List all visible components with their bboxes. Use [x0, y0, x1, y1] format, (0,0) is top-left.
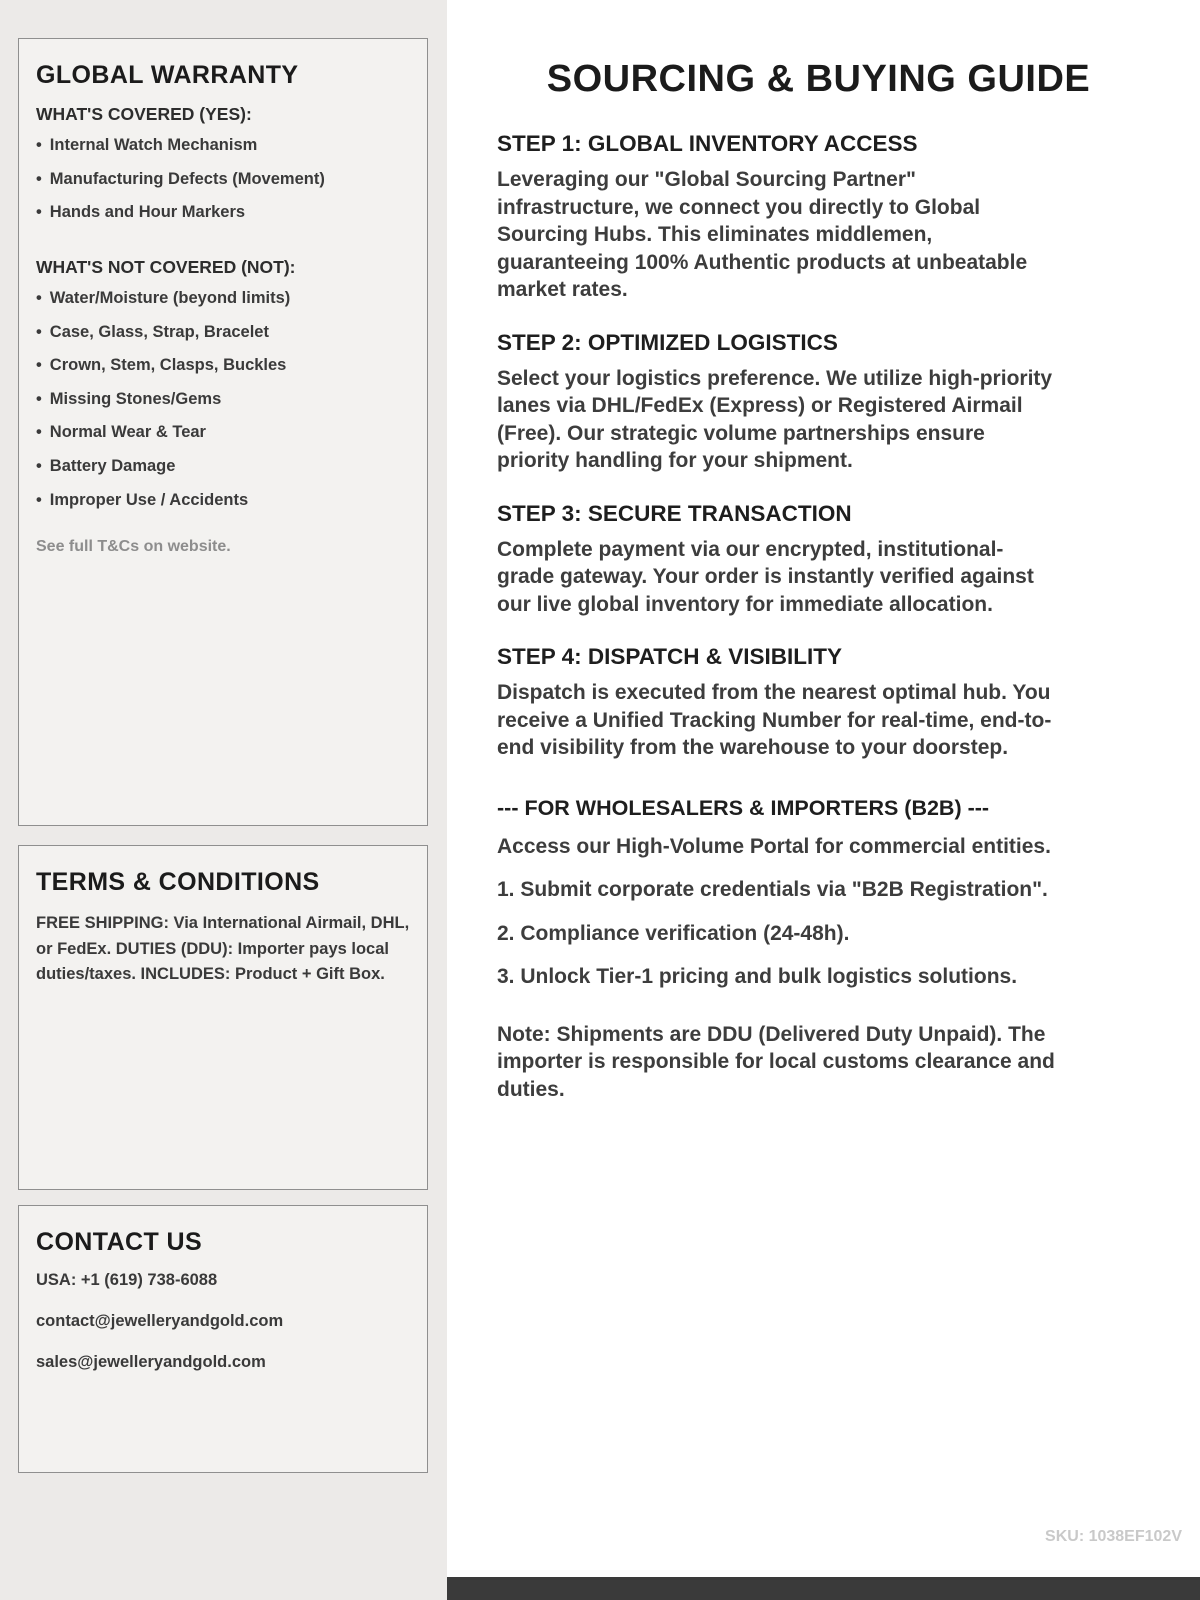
main-content	[447, 0, 1200, 1600]
b2b-step-2: 2. Compliance verification (24-48h).	[497, 921, 850, 945]
list-item: • Water/Moisture (beyond limits)	[36, 288, 410, 309]
warranty-footnote: See full T&Cs on website.	[36, 538, 231, 556]
bottom-bar	[447, 1577, 1200, 1600]
contact-email-sales: sales@jewelleryandgold.com	[36, 1353, 266, 1371]
list-item: • Missing Stones/Gems	[36, 389, 410, 410]
step-4-body: Dispatch is executed from the nearest optimal hub. You receive a Unified Tracking Number for real-time, end-to-end visibility from the warehouse to your doorstep.	[497, 681, 1052, 759]
warranty-covered-heading: WHAT'S COVERED (YES):	[36, 104, 252, 124]
b2b-intro: Access our High-Volume Portal for commercial entities.	[497, 834, 1051, 858]
warranty-covered-list	[36, 135, 410, 223]
step-3-heading: STEP 3: SECURE TRANSACTION	[497, 500, 852, 526]
step-1-body: Leveraging our "Global Sourcing Partner" infrastructure, we connect you directly to Global Sourcing Hubs. This eliminates middlemen, guaranteeing 100% Authentic products at unbeatable market rates.	[497, 168, 1028, 301]
sku-label: SKU: 1038EF102V	[1045, 1528, 1182, 1545]
b2b-step-3: 3. Unlock Tier-1 pricing and bulk logistics solutions.	[497, 965, 1018, 988]
list-item: • Battery Damage	[36, 456, 410, 477]
step-2-heading: STEP 2: OPTIMIZED LOGISTICS	[497, 329, 838, 355]
list-item: • Internal Watch Mechanism	[36, 135, 410, 156]
contact-title: CONTACT US	[36, 1228, 203, 1256]
warranty-panel	[18, 38, 428, 826]
step-4-heading: STEP 4: DISPATCH & VISIBILITY	[497, 644, 843, 669]
b2b-heading: --- FOR WHOLESALERS & IMPORTERS (B2B) ---	[497, 795, 990, 820]
b2b-step-1: 1. Submit corporate credentials via "B2B Registration".	[497, 878, 1048, 901]
page-title: SOURCING & BUYING GUIDE	[546, 58, 1091, 100]
list-item: • Manufacturing Defects (Movement)	[36, 169, 410, 190]
warranty-not-covered-heading: WHAT'S NOT COVERED (NOT):	[36, 256, 296, 277]
step-1-heading: STEP 1: GLOBAL INVENTORY ACCESS	[497, 131, 918, 156]
contact-panel	[18, 1205, 428, 1473]
list-item: • Crown, Stem, Clasps, Buckles	[36, 355, 410, 376]
warranty-title: GLOBAL WARRANTY	[36, 61, 299, 89]
terms-body: FREE SHIPPING: Via International Airmail, DHL, or FedEx. DUTIES (DDU): Importer pays local duties/taxes. INCLUDES: Product + Gift Box.	[36, 914, 410, 984]
list-item: • Case, Glass, Strap, Bracelet	[36, 322, 410, 343]
contact-phone: USA: +1 (619) 738-6088	[36, 1271, 218, 1289]
list-item: • Hands and Hour Markers	[36, 202, 410, 223]
sidebar	[0, 0, 447, 1600]
terms-panel	[18, 845, 428, 1190]
step-3-body: Complete payment via our encrypted, institutional-grade gateway. Your order is instantly verified against our live global inventory for immediate allocation.	[497, 537, 1034, 616]
terms-title: TERMS & CONDITIONS	[36, 868, 320, 896]
list-item: • Normal Wear & Tear	[36, 422, 410, 443]
ddu-note: Note: Shipments are DDU (Delivered Duty Unpaid). The importer is responsible for local customs clearance and duties.	[497, 1022, 1055, 1101]
step-2-body: Select your logistics preference. We utilize high-priority lanes via DHL/FedEx (Express) or Registered Airmail (Free). Our strategic volume partnerships ensure priority handling for your shipment.	[497, 366, 1053, 472]
list-item: • Improper Use / Accidents	[36, 490, 410, 511]
warranty-not-covered-list	[36, 288, 410, 510]
contact-email-primary: contact@jewelleryandgold.com	[36, 1312, 284, 1330]
